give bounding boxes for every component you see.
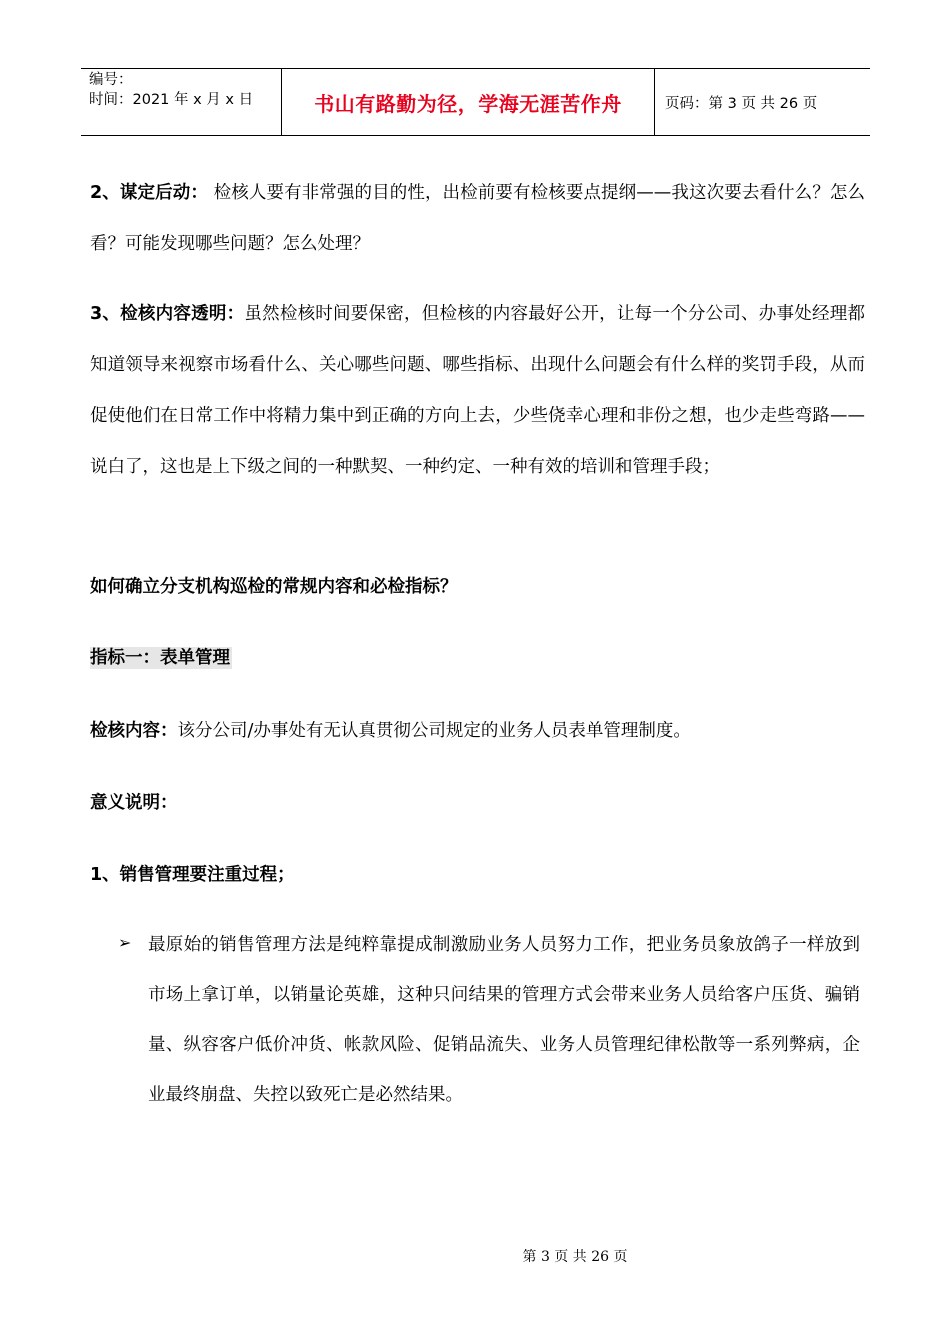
question-heading: 如何确立分支机构巡检的常规内容和必检指标？ bbox=[90, 577, 458, 597]
paragraph-2-body: 检核人要有非常强的目的性，出检前要有检核要点提纲——我这次要去看什么？怎么看？可能发现哪些问题？怎么处理？ bbox=[90, 183, 865, 254]
header-motto: 书山有路勤为径，学海无涯苦作舟 bbox=[314, 91, 622, 116]
document-header bbox=[81, 68, 870, 136]
header-page-info: 页码：第 3 页 共 26 页 bbox=[665, 95, 818, 112]
paragraph-2-lead: 2、谋定后动： bbox=[90, 183, 208, 203]
bullet-item-text: 最原始的销售管理方法是纯粹靠提成制激励业务人员努力工作，把业务员象放鸽子一样放到市场上拿订单，以销量论英雄，这种只问结果的管理方式会带来业务人员给客户压货、骗销量、纵容客户低价冲货、帐款风险、促销品流失、业务人员管理纪律松散等一系列弊病，企业最终崩盘、失控以致死亡是必然结果。 bbox=[148, 935, 860, 1105]
document-date: 时间：2021 年 x 月 x 日 bbox=[89, 92, 254, 108]
indicator-heading-text: 指标一：表单管理 bbox=[90, 648, 230, 668]
paragraph-2 bbox=[90, 168, 865, 270]
header-page-cell bbox=[655, 69, 870, 135]
check-content-lead: 检核内容： bbox=[90, 721, 178, 741]
paragraph-3-body: 虽然检核时间要保密，但检核的内容最好公开，让每一个分公司、办事处经理都知道领导来视察市场看什么、关心哪些问题、哪些指标、出现什么问题会有什么样的奖罚手段，从而促使他们在日常工作中将精力集中到正确的方向上去，少些侥幸心理和非份之想，也少走些弯路——说白了，这也是上下级之间的一种默契、一种约定、一种有效的培训和管理手段； bbox=[90, 304, 865, 477]
arrow-bullet-icon: ➢ bbox=[118, 933, 132, 952]
page-footer: 第 3 页 共 26 页 bbox=[522, 1249, 628, 1265]
meaning-heading: 意义说明： bbox=[90, 793, 178, 813]
paragraph-3 bbox=[90, 289, 865, 493]
indicator-heading bbox=[90, 645, 232, 671]
check-content-line bbox=[90, 718, 691, 744]
paragraph-3-lead: 3、检核内容透明： bbox=[90, 304, 245, 324]
header-meta-cell bbox=[81, 69, 282, 135]
document-number-label: 编号： bbox=[89, 72, 133, 88]
check-content-body: 该分公司/办事处有无认真贯彻公司规定的业务人员表单管理制度。 bbox=[177, 721, 691, 741]
header-motto-cell bbox=[282, 69, 655, 135]
point-1-heading: 1、销售管理要注重过程； bbox=[90, 865, 295, 885]
